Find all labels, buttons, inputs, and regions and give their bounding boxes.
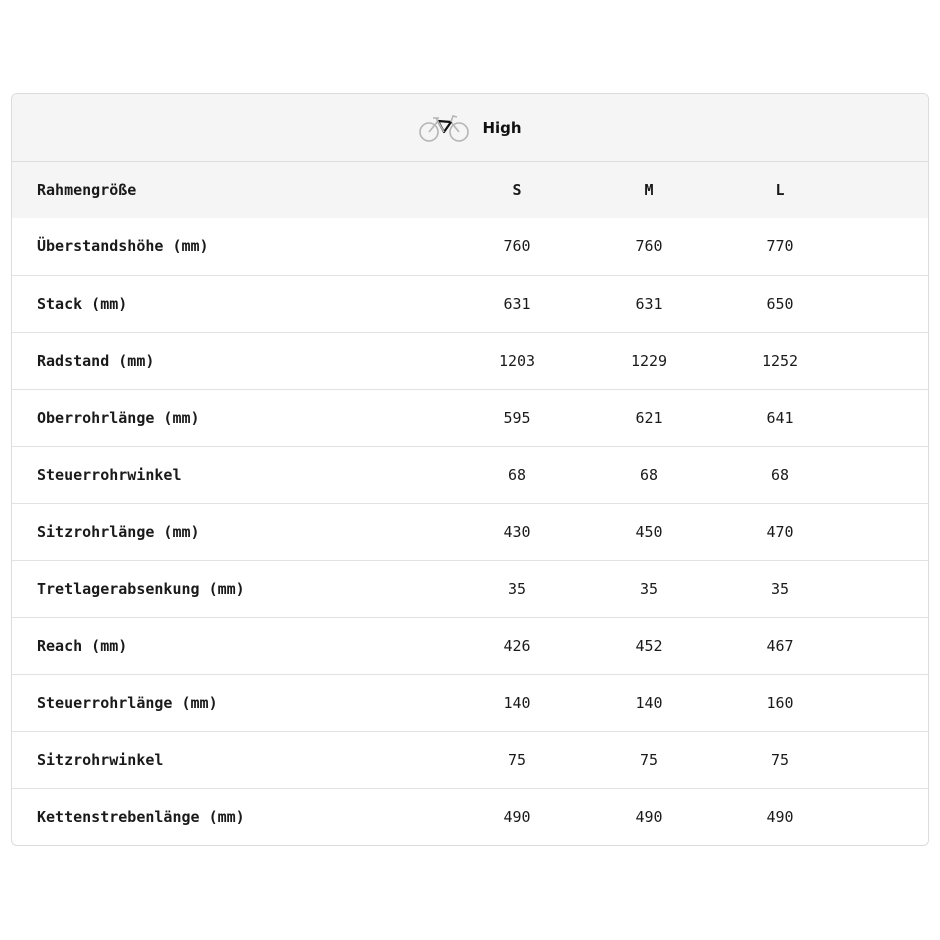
cell-size-s: 1203 [498, 351, 536, 370]
table-row [12, 674, 928, 731]
cell-size-l: 650 [766, 294, 794, 313]
column-header-size-s: S [512, 181, 522, 199]
row-label: Sitzrohrwinkel [37, 750, 164, 769]
cell-size-l: 160 [766, 693, 794, 712]
variant-label: High [482, 118, 522, 137]
row-label: Reach (mm) [37, 636, 128, 655]
cell-size-s: 140 [503, 693, 531, 712]
cell-size-m: 35 [639, 579, 659, 598]
geometry-card [11, 93, 929, 846]
cell-size-s: 75 [507, 750, 527, 769]
row-label: Stack (mm) [37, 294, 128, 313]
table-row [12, 788, 928, 845]
cell-size-m: 621 [635, 408, 663, 427]
cell-size-l: 470 [766, 522, 794, 541]
cell-size-m: 450 [635, 522, 663, 541]
cell-size-s: 595 [503, 408, 531, 427]
table-header-row [12, 162, 928, 218]
cell-size-m: 760 [635, 237, 663, 256]
frame-variant-header [12, 94, 928, 162]
row-label: Oberrohrlänge (mm) [37, 408, 200, 427]
geometry-table [12, 162, 928, 845]
cell-size-l: 490 [766, 807, 794, 826]
table-row [12, 446, 928, 503]
table-row [12, 332, 928, 389]
row-label: Radstand (mm) [37, 351, 155, 370]
row-label: Kettenstrebenlänge (mm) [37, 807, 245, 826]
table-row [12, 389, 928, 446]
cell-size-m: 452 [635, 636, 663, 655]
table-row [12, 218, 928, 275]
cell-size-m: 631 [635, 294, 663, 313]
cell-size-l: 467 [766, 636, 794, 655]
cell-size-l: 68 [770, 465, 790, 484]
cell-size-m: 140 [635, 693, 663, 712]
cell-size-s: 760 [503, 237, 531, 256]
column-header-frame-size: Rahmengröße [37, 181, 137, 199]
column-header-size-m: M [644, 181, 654, 199]
table-row [12, 560, 928, 617]
cell-size-l: 641 [766, 408, 794, 427]
row-label: Steuerrohrwinkel [37, 465, 182, 484]
cell-size-s: 490 [503, 807, 531, 826]
cell-size-s: 426 [503, 636, 531, 655]
table-row [12, 731, 928, 788]
table-row [12, 617, 928, 674]
cell-size-l: 1252 [761, 351, 799, 370]
cell-size-s: 631 [503, 294, 531, 313]
cell-size-l: 75 [770, 750, 790, 769]
road-bike-icon [418, 113, 470, 143]
cell-size-m: 68 [639, 465, 659, 484]
cell-size-s: 430 [503, 522, 531, 541]
row-label: Tretlagerabsenkung (mm) [37, 579, 245, 598]
row-label: Sitzrohrlänge (mm) [37, 522, 200, 541]
column-header-size-l: L [775, 181, 785, 199]
cell-size-m: 1229 [630, 351, 668, 370]
table-row [12, 275, 928, 332]
cell-size-l: 35 [770, 579, 790, 598]
cell-size-m: 490 [635, 807, 663, 826]
cell-size-l: 770 [766, 237, 794, 256]
cell-size-s: 35 [507, 579, 527, 598]
row-label: Steuerrohrlänge (mm) [37, 693, 218, 712]
cell-size-m: 75 [639, 750, 659, 769]
table-row [12, 503, 928, 560]
row-label: Überstandshöhe (mm) [37, 237, 209, 256]
cell-size-s: 68 [507, 465, 527, 484]
